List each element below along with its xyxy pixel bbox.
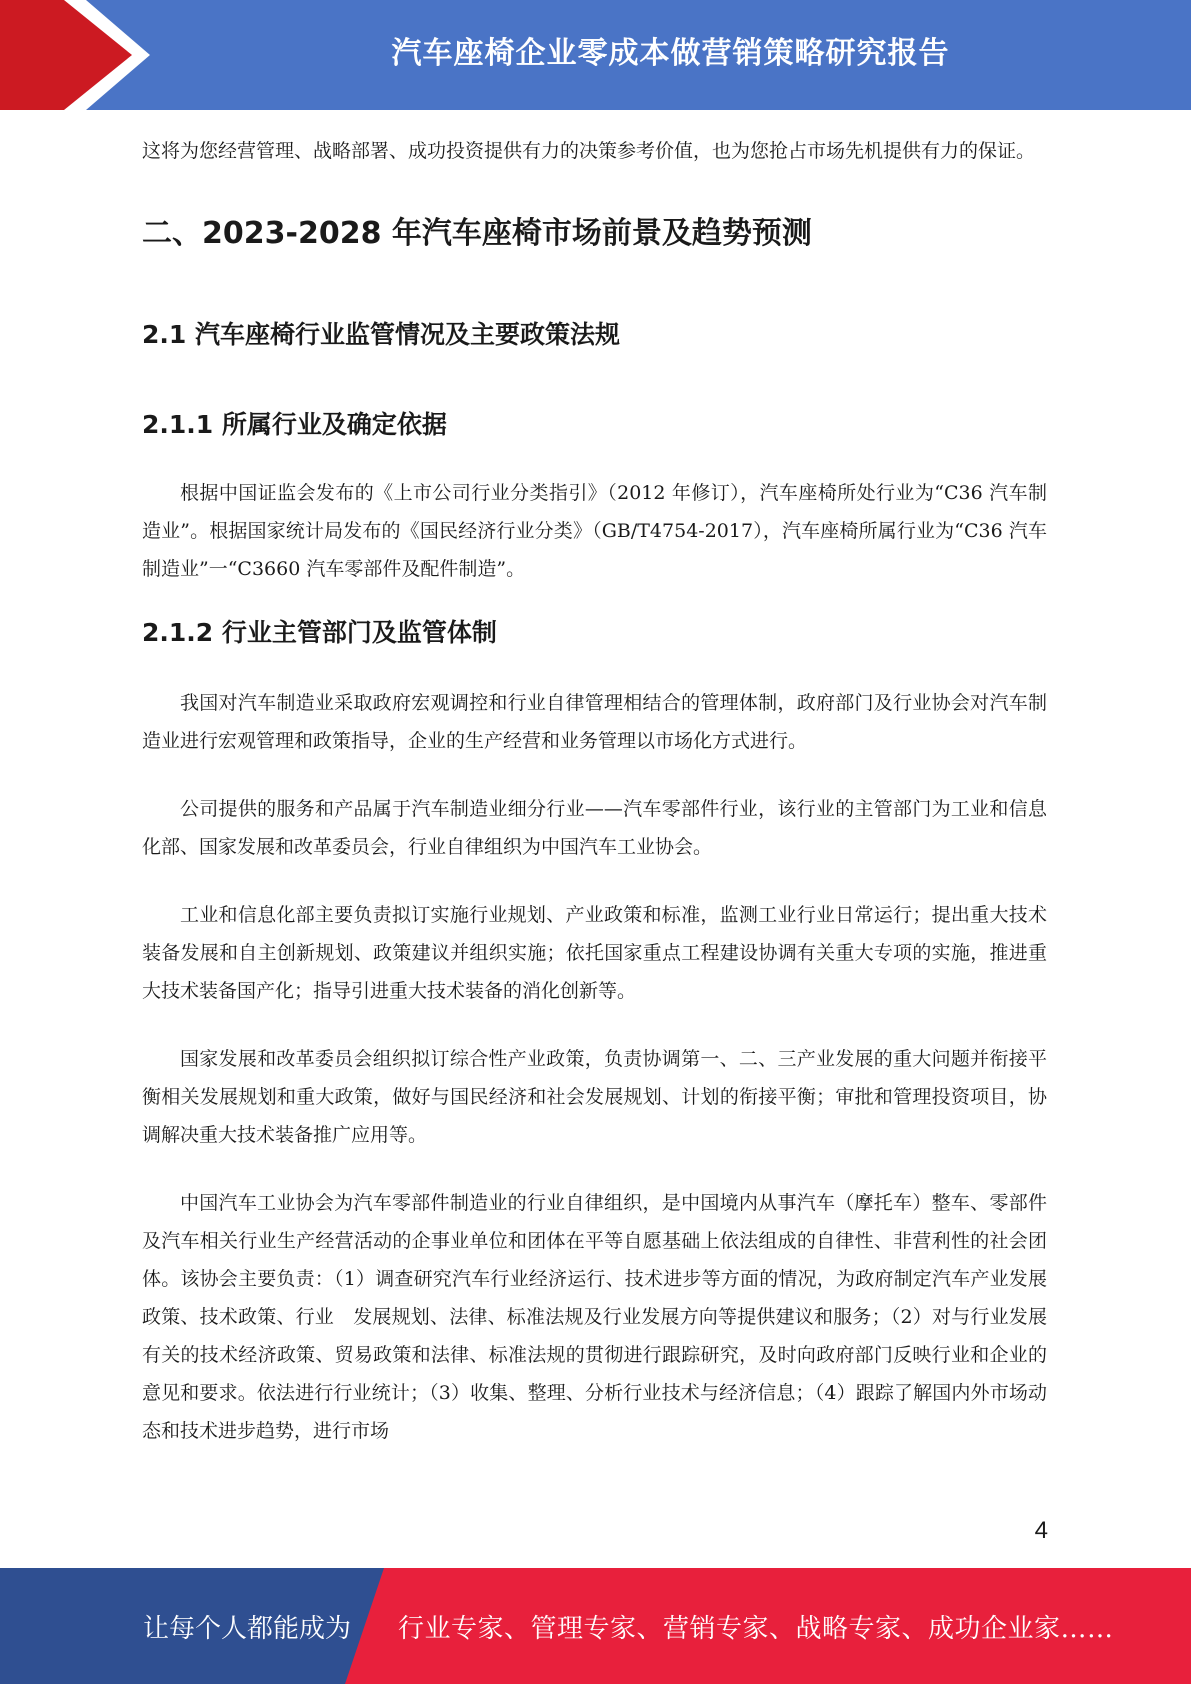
footer-slogan-right: 行业专家、管理专家、营销专家、战略专家、成功企业家…… xyxy=(398,1613,1114,1644)
body-paragraph: 公司提供的服务和产品属于汽车制造业细分行业——汽车零部件行业，该行业的主管部门为工业和信息化部、国家发展和改革委员会，行业自律组织为中国汽车工业协会。 xyxy=(142,798,1047,858)
subsection-heading: 2.1 汽车座椅行业监管情况及主要政策法规 xyxy=(142,320,620,349)
body-paragraph: 我国对汽车制造业采取政府宏观调控和行业自律管理相结合的管理体制，政府部门及行业协会对汽车制造业进行宏观管理和政策指导，企业的生产经营和业务管理以市场化方式进行。 xyxy=(142,692,1047,752)
body-paragraph: 根据中国证监会发布的《上市公司行业分类指引》（2012 年修订），汽车座椅所处行业为“C36 汽车制造业”。根据国家统计局发布的《国民经济行业分类》（GB/T4754-2017），汽车座椅所属行业为“C36 汽车制造业”一“C3660 汽车零部件及配件制造”。 xyxy=(142,482,1047,580)
report-title: 汽车座椅企业零成本做营销策略研究报告 xyxy=(391,36,950,71)
section-heading: 二、2023-2028 年汽车座椅市场前景及趋势预测 xyxy=(142,216,812,251)
footer-slogan-left: 让每个人都能成为 xyxy=(143,1613,352,1644)
header-band xyxy=(0,0,1191,110)
body-paragraph: 中国汽车工业协会为汽车零部件制造业的行业自律组织，是中国境内从事汽车（摩托车）整车、零部件及汽车相关行业生产经营活动的企事业单位和团体在平等自愿基础上依法组成的自律性、非营利性的社会团体。该协会主要负责：（1）调查研究汽车行业经济运行、技术进步等方面的情况，为政府制定汽车产业发展政策、技术政策、行业 发展规划、法律、标准法规及行业发展方向等提供建议和服务；（2）对与行业发展有关的技术经济政策、贸易政策和法律、标准法规的贯彻进行跟踪研究，及时向政府部门反映行业和企业的意见和要求。依法进行行业统计；（3）收集、整理、分析行业技术与经济信息；（4）跟踪了解国内外市场动态和技术进步趋势，进行市场 xyxy=(142,1192,1047,1442)
footer-band xyxy=(0,1568,1191,1684)
header-arrow-decoration xyxy=(0,0,160,110)
page-content xyxy=(142,132,1047,1450)
subsubsection-heading-2: 2.1.2 行业主管部门及监管体制 xyxy=(142,618,497,647)
page-number: 4 xyxy=(1034,1517,1048,1544)
body-paragraph: 国家发展和改革委员会组织拟订综合性产业政策，负责协调第一、二、三产业发展的重大问题并衔接平衡相关发展规划和重大政策，做好与国民经济和社会发展规划、计划的衔接平衡；审批和管理投资项目，协调解决重大技术装备推广应用等。 xyxy=(142,1048,1047,1146)
body-paragraph: 工业和信息化部主要负责拟订实施行业规划、产业政策和标准，监测工业行业日常运行；提出重大技术装备发展和自主创新规划、政策建议并组织实施；依托国家重点工程建设协调有关重大专项的实施，推进重大技术装备国产化；指导引进重大技术装备的消化创新等。 xyxy=(142,904,1047,1002)
intro-paragraph: 这将为您经营管理、战略部署、成功投资提供有力的决策参考价值，也为您抢占市场先机提供有力的保证。 xyxy=(142,140,1036,162)
subsubsection-heading-1: 2.1.1 所属行业及确定依据 xyxy=(142,410,447,439)
